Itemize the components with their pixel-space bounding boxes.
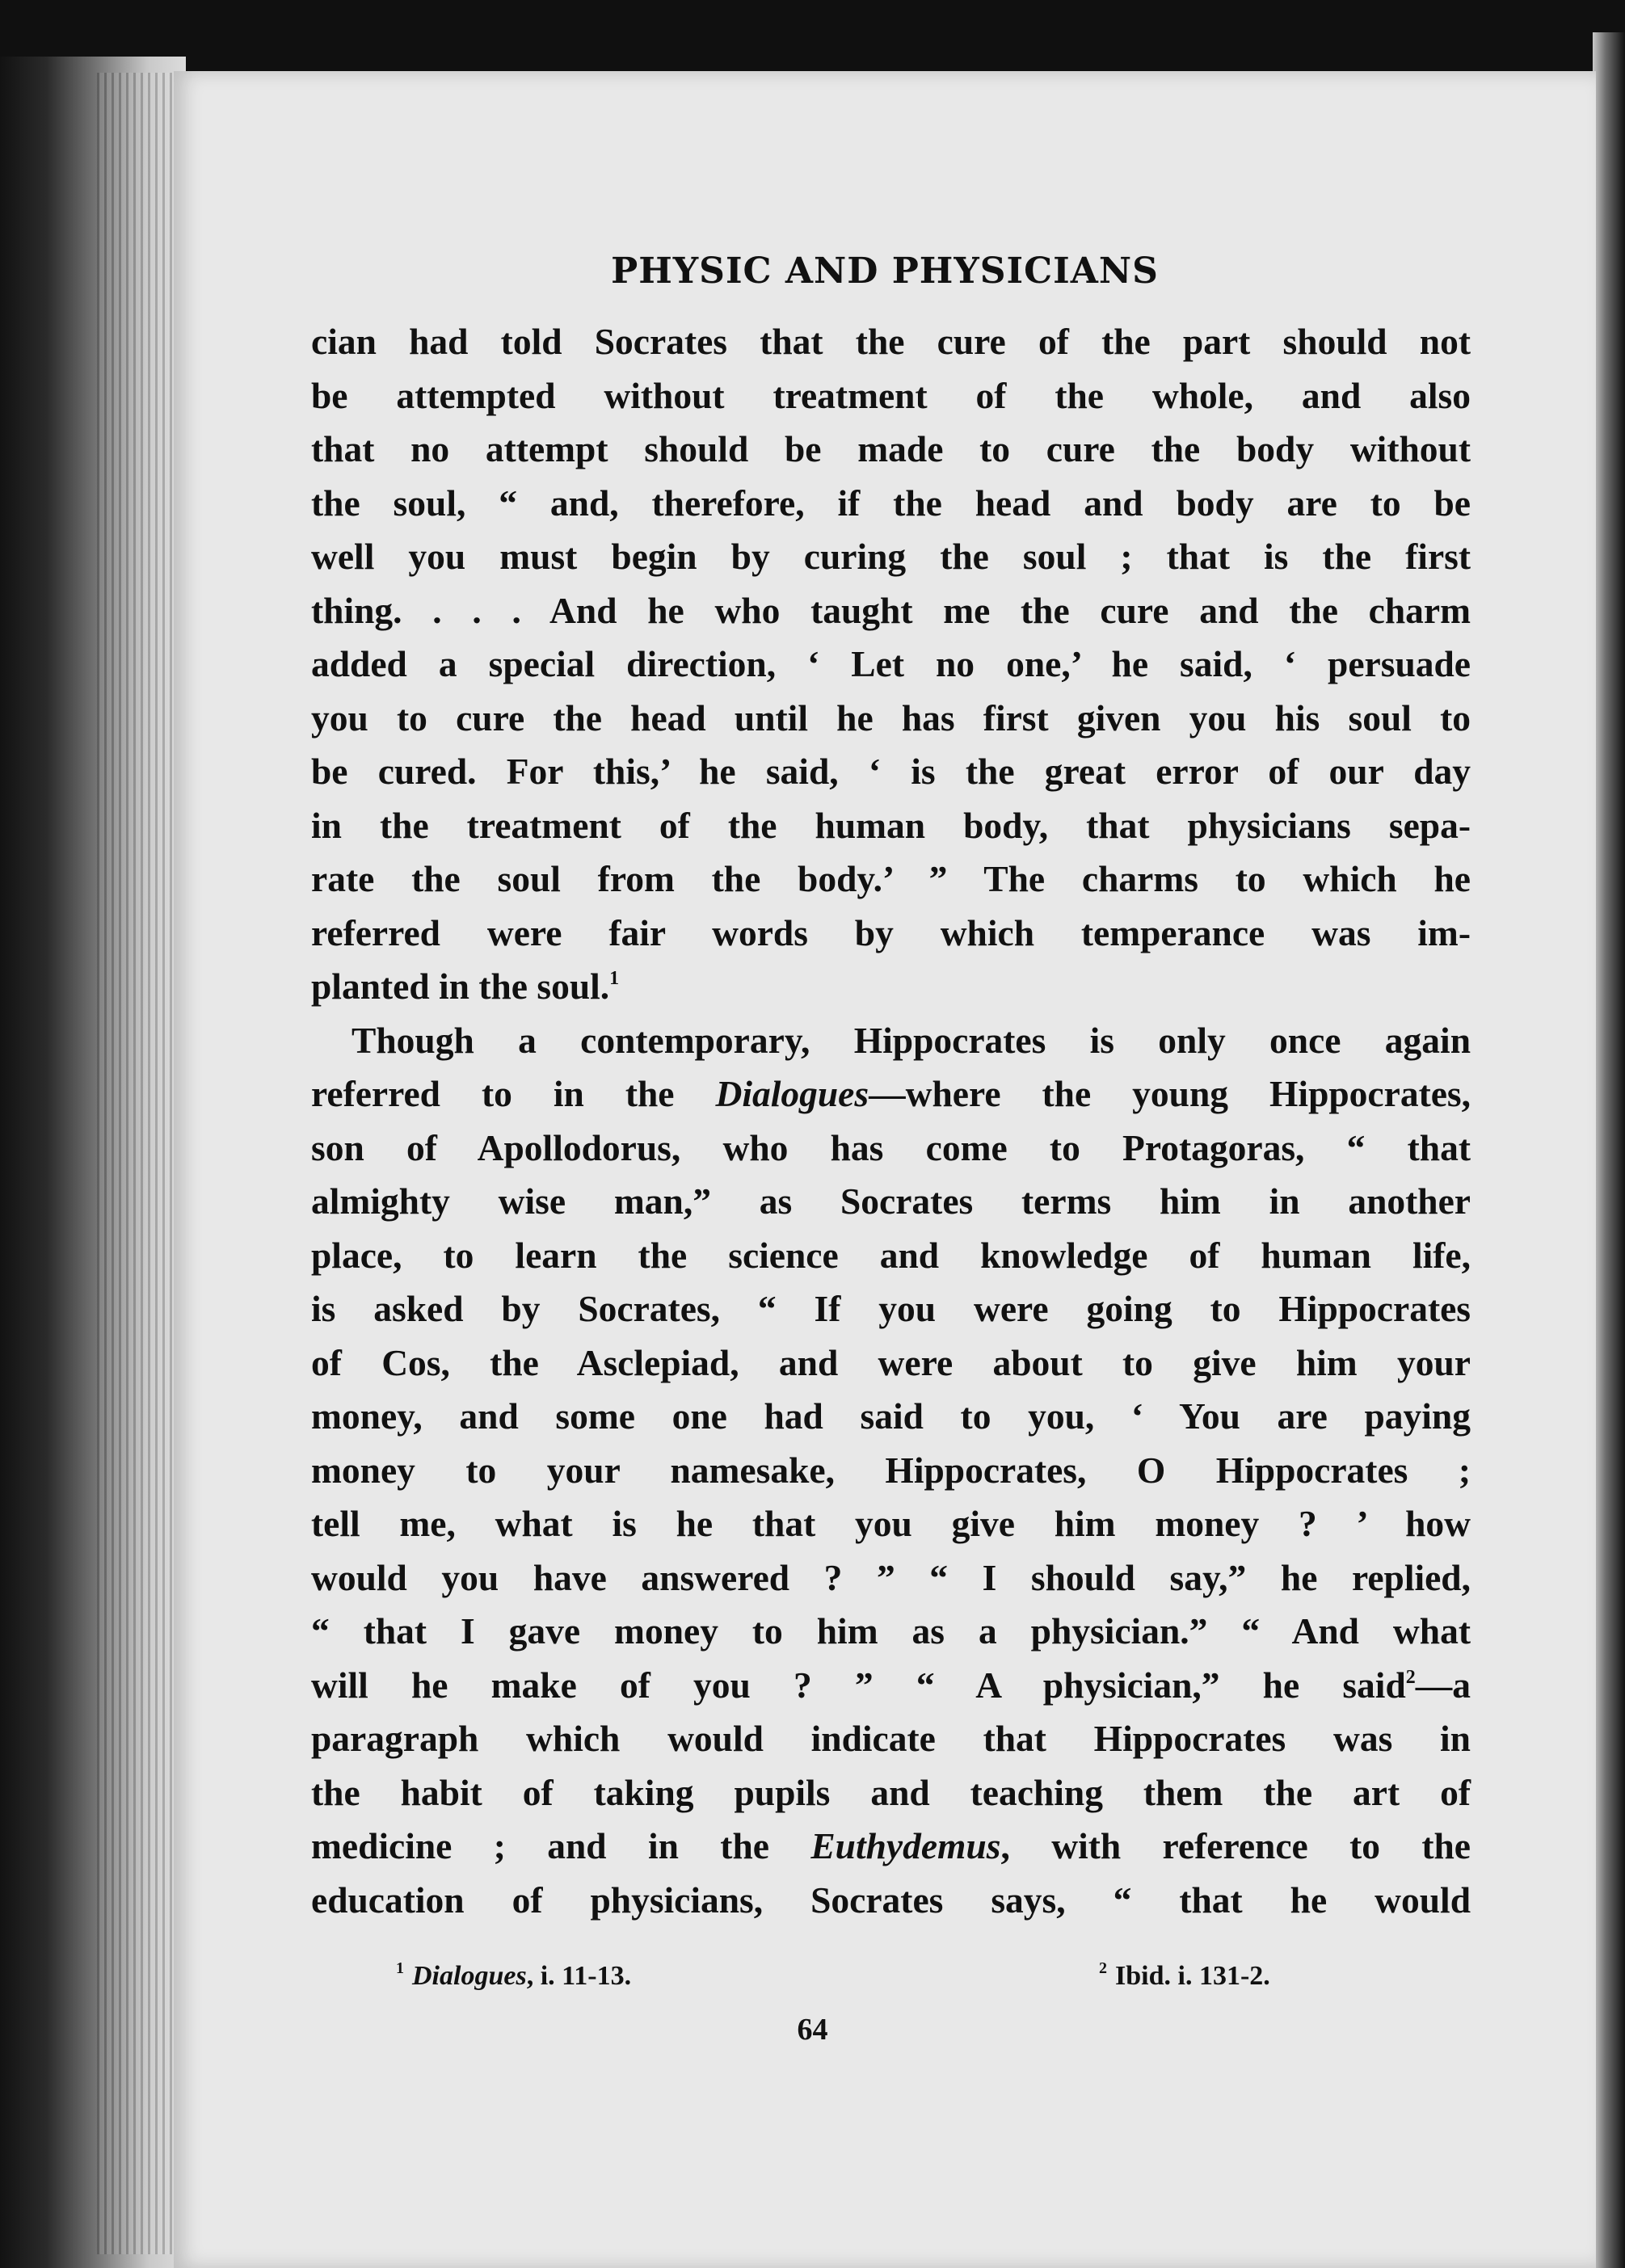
text-line (311, 1067, 1471, 1121)
text-line: of Cos, the Asclepiad, and were about to give him your (311, 1341, 1471, 1383)
text-line: added a special direction, ‘ Let no one,’ he said, ‘ persuade (311, 643, 1471, 684)
italic-title: Euthydemus (810, 1825, 1001, 1866)
page-edge-texture (97, 73, 178, 2254)
text-line: paragraph which would indicate that Hippocrates was in (311, 1718, 1471, 1759)
text-line: money to your namesake, Hippocrates, O Hippocrates ; (311, 1449, 1471, 1491)
footnote-1 (396, 1959, 631, 1992)
text-fragment: will he make of you ? ” “ A physician,” he said (311, 1664, 1406, 1706)
text-line: you to cure the head until he has first given you his soul to (311, 696, 1471, 738)
text-line: rate the soul from the body.’ ” The charms to which he (311, 858, 1471, 899)
text-fragment: referred to in the (311, 1073, 716, 1114)
footnote-text: Ibid. i. 131-2. (1115, 1961, 1270, 1991)
text-line: the habit of taking pupils and teaching them the art of (311, 1771, 1471, 1813)
text-line (311, 960, 1471, 1014)
text-line: would you have answered ? ” “ I should say,” he replied, (311, 1556, 1471, 1598)
footnote-marker: 2 (1099, 1959, 1107, 1977)
page-number: 64 (797, 2013, 828, 2047)
text-line: son of Apollodorus, who has come to Protagoras, “ that (311, 1126, 1471, 1168)
text-line (311, 1659, 1471, 1713)
text-line: be attempted without treatment of the whole, and also (311, 374, 1471, 416)
text-line: the soul, “ and, therefore, if the head and body are to be (311, 482, 1471, 524)
paragraph-first-line: Though a contemporary, Hippocrates is only once again (352, 1019, 1471, 1061)
text-line: well you must begin by curing the soul ; that is the first (311, 536, 1471, 577)
text-line: almighty wise man,” as Socrates terms him in another (311, 1180, 1471, 1222)
footnote-title: Dialogues (412, 1961, 527, 1991)
running-header: PHYSIC AND PHYSICIANS (611, 250, 1159, 292)
text-line: thing. . . . And he who taught me the cure and the charm (311, 589, 1471, 631)
footnote-2 (1099, 1959, 1270, 1992)
text-fragment: —where the young Hippocrates, (869, 1073, 1471, 1114)
body-text (311, 315, 1471, 1927)
text-line: in the treatment of the human body, that physicians sepa- (311, 804, 1471, 846)
text-fragment: —a (1415, 1664, 1471, 1706)
footnote-ref: 2 (1405, 1666, 1416, 1688)
text-line: “ that I gave money to him as a physician.” “ And what (311, 1610, 1471, 1652)
footnote-marker: 1 (396, 1959, 404, 1977)
text-fragment: , with reference to the (1000, 1825, 1471, 1866)
text-line: education of physicians, Socrates says, “ that he would (311, 1879, 1471, 1921)
italic-title: Dialogues (715, 1073, 869, 1114)
text-line: referred were fair words by which temperance was im- (311, 911, 1471, 953)
footnote-ref-text: , i. 11-13. (526, 1961, 632, 1991)
footnote-ref: 1 (609, 968, 620, 989)
text-fragment: medicine ; and in the (311, 1825, 811, 1866)
text-line: cian had told Socrates that the cure of the part should not (311, 321, 1471, 362)
text-line: is asked by Socrates, “ If you were going to Hippocrates (311, 1288, 1471, 1329)
text-line: be cured. For this,’ he said, ‘ is the great error of our day (311, 751, 1471, 792)
text-fragment: planted in the soul. (311, 966, 610, 1007)
text-line: money, and some one had said to you, ‘ You are paying (311, 1395, 1471, 1437)
text-line: place, to learn the science and knowledge of human life, (311, 1234, 1471, 1276)
text-line: that no attempt should be made to cure the body without (311, 428, 1471, 469)
text-line (311, 1820, 1471, 1874)
text-line: tell me, what is he that you give him money ? ’ how (311, 1503, 1471, 1544)
book-right-edge (1593, 32, 1625, 2268)
